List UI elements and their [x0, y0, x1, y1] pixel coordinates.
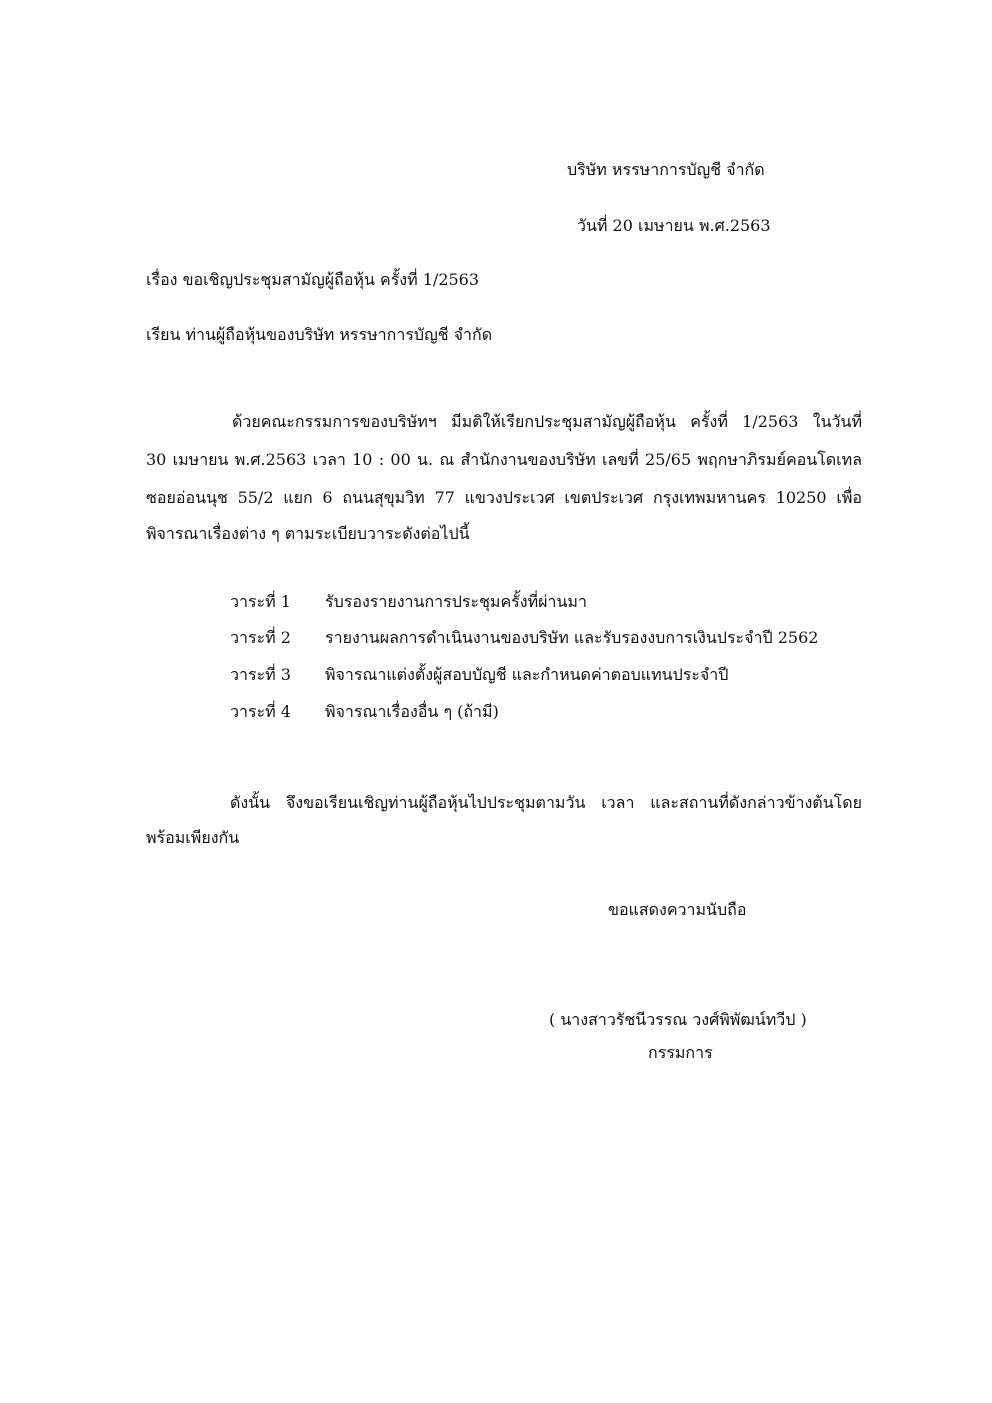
agenda-label: วาระที่ 1 — [230, 592, 291, 611]
paragraph-line: พร้อมเพียงกัน — [146, 828, 240, 847]
agenda-text: รายงานผลการดำเนินงานของบริษัท และรับรองงบการเงินประจำปี 2562 — [325, 628, 819, 647]
paragraph-line: ด้วยคณะกรรมการของบริษัทฯ มีมติให้เรียกประชุมสามัญผู้ถือหุ้น ครั้งที่ 1/2563 ในวันที่ — [232, 412, 862, 431]
paragraph-line: พิจารณาเรื่องต่าง ๆ ตามระเบียบวาระดังต่อไปนี้ — [146, 524, 470, 543]
agenda-text: พิจารณาเรื่องอื่น ๆ (ถ้ามี) — [325, 702, 499, 721]
closing-paragraph — [146, 793, 862, 853]
agenda-label: วาระที่ 4 — [230, 702, 291, 721]
signer-position: กรรมการ — [648, 1043, 713, 1062]
invitation-paragraph — [146, 412, 862, 542]
agenda-text: รับรองรายงานการประชุมครั้งที่ผ่านมา — [325, 592, 587, 611]
signer-name: ( นางสาวรัชนีวรรณ วงศ์พิพัฒน์ทวีป ) — [549, 1010, 807, 1029]
closing-salutation: ขอแสดงความนับถือ — [608, 900, 747, 919]
subject-line: เรื่อง ขอเชิญประชุมสามัญผู้ถือหุ้น ครั้งที่ 1/2563 — [146, 270, 480, 289]
agenda-text: พิจารณาแต่งตั้งผู้สอบบัญชี และกำหนดค่าตอบแทนประจำปี — [325, 665, 729, 684]
agenda-label: วาระที่ 2 — [230, 628, 291, 647]
paragraph-line: ซอยอ่อนนุช 55/2 แยก 6 ถนนสุขุมวิท 77 แขวงประเวศ เขตประเวศ กรุงเทพมหานคร 10250 เพื่อ — [146, 488, 862, 507]
paragraph-line: ดังนั้น จึงขอเรียนเชิญท่านผู้ถือหุ้นไปประชุมตามวัน เวลา และสถานที่ดังกล่าวข้างต้นโดย — [230, 793, 862, 812]
agenda-label: วาระที่ 3 — [230, 665, 291, 684]
letter-date: วันที่ 20 เมษายน พ.ศ.2563 — [577, 216, 771, 235]
recipient-line: เรียน ท่านผู้ถือหุ้นของบริษัท หรรษาการบัญชี จำกัด — [146, 325, 493, 344]
company-name: บริษัท หรรษาการบัญชี จำกัด — [567, 160, 765, 179]
paragraph-line: 30 เมษายน พ.ศ.2563 เวลา 10 : 00 น. ณ สำนักงานของบริษัท เลขที่ 25/65 พฤกษาภิรมย์คอนโดเทล — [146, 450, 862, 469]
